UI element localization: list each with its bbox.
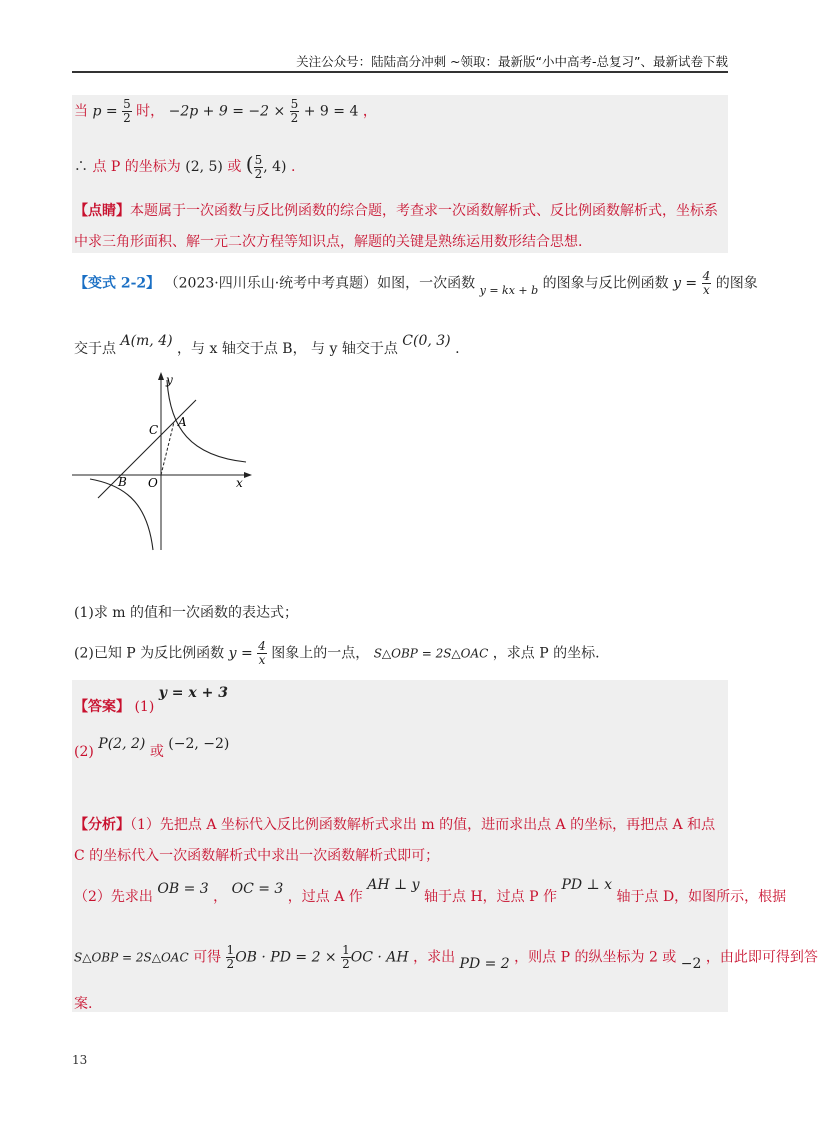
text: 与 y 轴交于点 [311,341,398,357]
text: 点 P 的坐标为 [92,159,181,175]
math: OB = 3 [157,881,209,897]
num: 1 [342,943,350,957]
dianjing-tag: 【点睛】 [74,203,130,219]
math: ( [245,152,254,176]
den: 2 [290,111,299,125]
text: ，与 x 轴交于点 B， [177,341,307,357]
label-B: B [118,475,127,489]
label-A: A [178,415,187,429]
label-O: O [148,476,158,490]
num: 5 [290,97,299,111]
text: . [455,341,460,357]
text: (1) [134,699,155,715]
text: ，过点 A 作 [287,889,363,905]
answer-line-2 [74,733,230,760]
problem-line-1 [74,270,758,297]
fraction [341,944,351,971]
segment-OA [161,422,174,475]
fraction [257,640,267,667]
analysis-line-2 [74,877,787,905]
page-number: 13 [72,1053,88,1067]
text: 的图象与反比例函数 [542,275,669,292]
math: AH ⊥ y [367,877,420,893]
hyperbola-branch-left [90,479,153,550]
math: C(0, 3) [402,333,451,349]
text: 或 [227,159,242,175]
text: . [290,159,296,175]
math: OC = 3 [231,881,284,897]
math: p = [92,103,118,120]
fraction [702,270,712,297]
question-1: (1)求 m 的值和一次函数的表达式； [74,605,299,621]
text: ， [213,889,228,905]
text: 轴于点 H，过点 P 作 [424,889,557,905]
den: 2 [226,957,235,971]
text: ，求出 [413,949,456,966]
math: −2p + 9 = −2 × [168,103,286,120]
solution-line-2 [74,152,295,181]
text: 图象上的一点， [271,645,370,662]
math: OC · AH [350,949,409,966]
text: (2) [74,744,94,760]
analysis-line-3 [74,944,818,971]
math: P(2, 2) [98,736,146,752]
label-C: C [149,423,159,437]
den: x [258,653,266,667]
math: y = x + 3 [158,685,228,701]
analysis-paragraph-1 [74,810,726,872]
math: A(m, 4) [120,333,173,349]
fraction [122,98,132,125]
math: (−2, −2) [168,736,230,752]
math: PD ⊥ x [561,877,613,893]
solution-line-1 [74,98,377,125]
den: 2 [254,166,263,181]
text: 或 [149,744,164,760]
text: ，由此即可得到答 [705,949,818,966]
num: 5 [254,152,263,167]
math: y = [228,645,253,662]
math: (2, 5) [185,159,223,175]
math: OB · PD = 2 × [235,949,337,966]
math: , 4) [263,159,287,175]
text: ，则点 P 的纵坐标为 2 或 [514,949,677,966]
math: −2 [680,955,702,972]
num: 5 [123,97,131,111]
fraction [254,154,264,181]
question-2 [74,640,600,667]
function-graph [70,368,260,553]
math: + 9 = 4 [303,103,359,120]
x-axis-arrow-icon [244,472,252,478]
text: 时， [136,103,165,120]
answer-line-1 [74,685,228,715]
math: S△OBP = 2S△OAC [373,646,489,661]
text: （2023·四川乐山·统考中考真题）如图，一次函数 [164,275,476,292]
text: 的图象 [715,275,758,292]
fraction [226,944,236,971]
text: (2)已知 P 为反比例函数 [74,645,225,662]
text: 交于点 [74,341,116,357]
text: 当 [74,103,88,120]
math: y = kx + b [479,283,539,297]
den: 2 [123,111,131,125]
problem-tag: 【变式 2-2】 [74,275,161,292]
answer-tag: 【答案】 [74,699,130,715]
math: PD = 2 [459,955,510,972]
header-divider [72,71,728,73]
label-x: x [236,476,243,490]
analysis-tag: 【分析】 [74,817,130,833]
text: ， [362,103,377,120]
num: 1 [226,943,235,957]
problem-line-2 [74,330,460,357]
num: 4 [258,639,266,653]
den: x [703,283,710,297]
text: （1）先把点 A 坐标代入反比例函数解析式求出 m 的值，进而求出点 A 的坐标，再把点 A 和点 C 的坐标代入一次函数解析式中求出一次函数解析式即可； [74,817,716,864]
den: 2 [342,957,350,971]
label-y: y [166,373,173,387]
dianjing-text: 本题属于一次函数与反比例函数的综合题，考查求一次函数解析式、反比例函数解析式，坐标系中求三角形面积、解一元二次方程等知识点，解题的关键是熟练运用数形结合思想. [74,203,718,250]
analysis-line-4: 案. [74,996,93,1012]
text: （2）先求出 [74,889,153,905]
page-header: 关注公众号：陆陆高分冲刺 ~领取：最新版“小中高考-总复习”、最新试卷下载 [296,54,728,69]
fraction [290,98,300,125]
y-axis-arrow-icon [158,372,164,380]
text: 轴于点 D，如图所示，根据 [616,889,787,905]
math: y = [673,275,698,292]
math: S△OBP = 2S△OAC [74,950,189,965]
dianjing-paragraph [74,196,726,258]
text: ，求点 P 的坐标. [492,645,600,662]
num: 4 [702,269,711,283]
text: 可得 [193,949,222,966]
therefore-symbol: ∴ [74,159,88,175]
